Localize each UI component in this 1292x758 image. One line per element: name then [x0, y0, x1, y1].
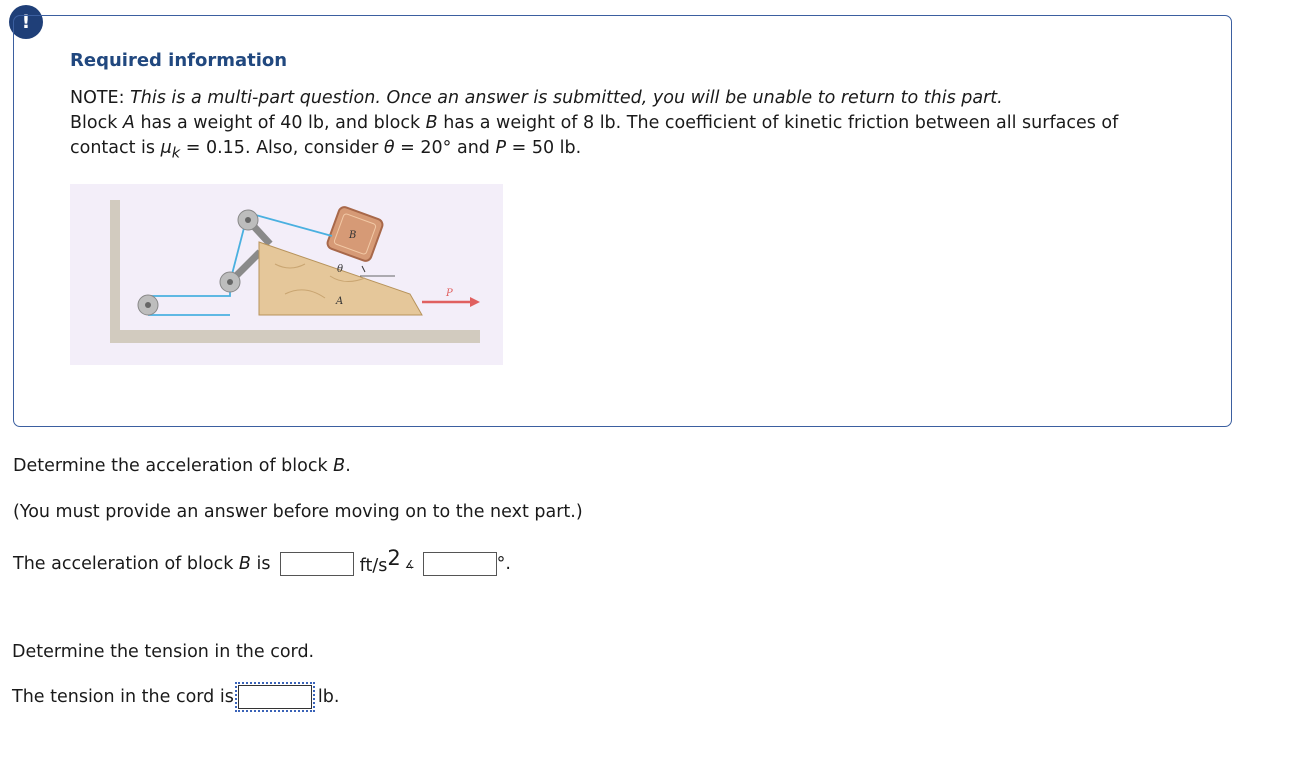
- wall: [110, 200, 120, 343]
- angle-input[interactable]: [423, 552, 497, 576]
- tension-input[interactable]: [238, 685, 312, 709]
- var-mu-sub: k: [171, 144, 181, 162]
- pulley-hub: [245, 217, 251, 223]
- unit-superscript: 2: [387, 546, 401, 570]
- q1-answer-pre: The acceleration of block: [13, 554, 239, 574]
- label-theta: θ: [337, 264, 344, 275]
- cord: [148, 284, 230, 296]
- label-b: B: [349, 230, 357, 241]
- acceleration-unit: [359, 546, 401, 576]
- problem-figure: [70, 184, 503, 365]
- q2-answer-line: [12, 685, 339, 709]
- text-part: = 0.15. Also, consider: [180, 138, 384, 158]
- text-part: = 20° and: [394, 138, 496, 158]
- exclamation-icon: !: [21, 11, 31, 33]
- unit-text: ft/s: [359, 556, 388, 576]
- problem-statement: [70, 86, 1180, 166]
- text-part: has a weight of 8 lb. The coefficient of kinetic friction between all surfaces of contact is: [70, 113, 1119, 158]
- q1-answer-var: B: [238, 554, 251, 574]
- q1-prompt-end: .: [345, 456, 351, 476]
- var-b: B: [425, 113, 438, 133]
- note-line: [70, 86, 1180, 111]
- q1-answer-line: [13, 546, 511, 576]
- q1-prompt: [13, 456, 351, 476]
- info-title: Required information: [70, 50, 288, 71]
- tension-unit: lb.: [317, 687, 340, 707]
- q1-answer-label: [13, 554, 270, 574]
- q2-answer-label: The tension in the cord is: [12, 687, 234, 707]
- var-mu: μ: [160, 138, 172, 158]
- q1-prompt-var: B: [333, 456, 346, 476]
- var-p: P: [495, 138, 507, 158]
- degree-suffix: °.: [496, 554, 511, 574]
- angle-icon: ∡: [404, 557, 415, 571]
- q1-prompt-text: Determine the acceleration of block: [13, 456, 334, 476]
- label-a: A: [336, 296, 344, 307]
- q1-answer-mid: is: [250, 554, 271, 574]
- var-theta: θ: [383, 138, 395, 158]
- acceleration-input[interactable]: [280, 552, 354, 576]
- var-a: A: [122, 113, 135, 133]
- note-text: This is a multi-part question. Once an answer is submitted, you will be unable to return to this part.: [130, 88, 1003, 108]
- text-part: Block: [70, 113, 123, 133]
- problem-text: [70, 111, 1180, 166]
- text-part: = 50 lb.: [506, 138, 582, 158]
- label-p: P: [446, 288, 453, 299]
- force-arrow-head: [470, 297, 480, 307]
- pulley-hub: [227, 279, 233, 285]
- pulley-hub: [145, 302, 151, 308]
- text-part: has a weight of 40 lb, and block: [134, 113, 426, 133]
- pulley-diagram: [70, 184, 503, 365]
- q2-prompt: Determine the tension in the cord.: [12, 642, 315, 662]
- required-information-box: [13, 15, 1232, 427]
- angle-arc: [362, 266, 365, 272]
- must-answer-note: (You must provide an answer before moving on to the next part.): [13, 502, 583, 522]
- floor: [110, 330, 480, 343]
- note-label: NOTE:: [70, 88, 131, 108]
